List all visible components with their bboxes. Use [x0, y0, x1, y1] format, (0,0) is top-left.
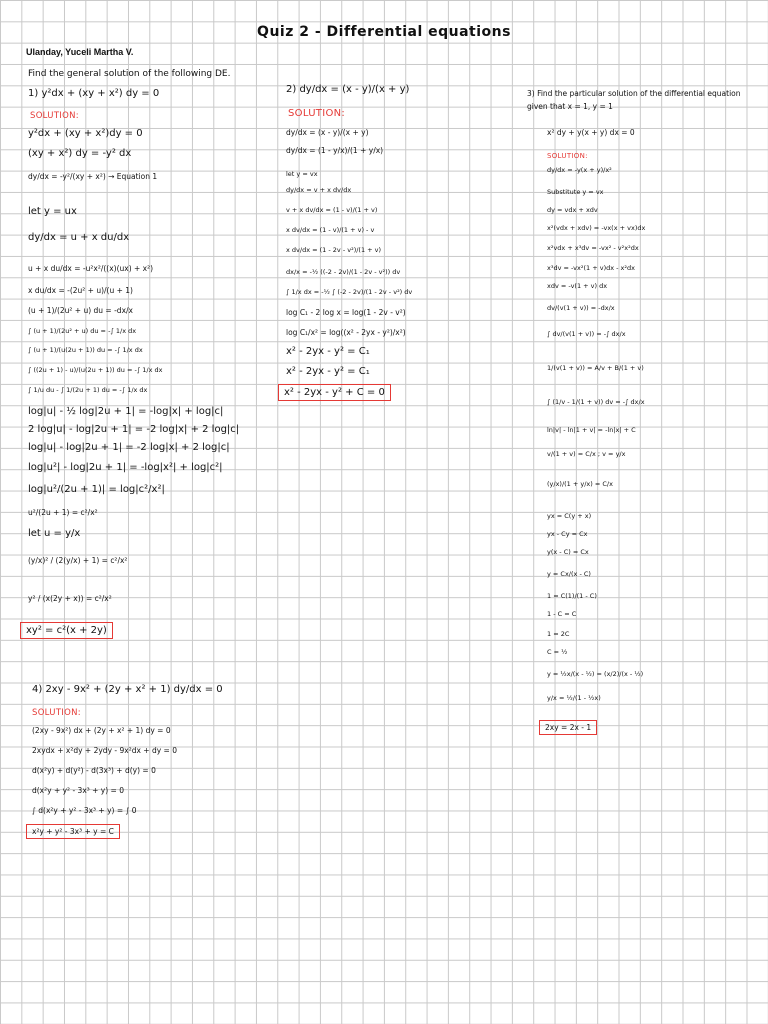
step: log C₁/x² = log((x² - 2yx - y²)/x²) [286, 328, 406, 337]
step: dy = vdx + xdv [547, 206, 598, 214]
problem-4 [32, 684, 332, 854]
step: dv/(v(1 + v)) = -dx/x [547, 304, 615, 312]
step: Substitute y = vx [547, 188, 604, 196]
step: dx/x = -½ ((-2 - 2v)/(1 - 2v - v²)) dv [286, 268, 401, 276]
step: dy/dx = (1 - y/x)/(1 + y/x) [286, 146, 384, 155]
step: yx = C(y + x) [547, 512, 592, 520]
solution-label: SOLUTION: [32, 708, 81, 718]
step: y(x - C) = Cx [547, 548, 589, 556]
step: log|u²| - log|2u + 1| = -log|x²| + log|c²| [28, 462, 223, 473]
step: y = Cx/(x - C) [547, 570, 591, 578]
step: 1/(v(1 + v)) = A/v + B/(1 + v) [547, 364, 644, 372]
step: dy/dx = (x - y)/(x + y) [286, 128, 369, 137]
step: u + x du/dx = -u²x²/((x)(ux) + x²) [28, 264, 154, 273]
problem-statement: 1) y²dx + (xy + x²) dy = 0 [28, 88, 160, 99]
problem-1 [26, 66, 266, 646]
solution-label: SOLUTION: [547, 152, 588, 160]
step: dy/dx = u + x du/dx [28, 232, 130, 243]
problem-3 [527, 84, 763, 744]
step: x² - 2yx - y² = C₁ [286, 366, 370, 377]
step: xdv = -v(1 + v) dx [547, 282, 608, 290]
step: (u + 1)/(2u² + u) du = -dx/x [28, 306, 133, 315]
problem-2 [284, 80, 519, 410]
step: (xy + x²) dy = -y² dx [28, 148, 132, 159]
step: (y/x)/(1 + y/x) = C/x [547, 480, 613, 488]
step: let u = y/x [28, 528, 81, 539]
step: x du/dx = -(2u² + u)/(u + 1) [28, 286, 133, 295]
step: x² - 2yx - y² = C₁ [286, 346, 370, 357]
instruction: Find the general solution of the following DE. [28, 69, 231, 79]
final-answer-box: xy² = c²(x + 2y) [20, 622, 113, 639]
final-answer-box: x²y + y² - 3x³ + y = C [26, 824, 120, 839]
step: d(x²y + y² - 3x³ + y) = 0 [32, 786, 124, 795]
step: ∫ 1/u du - ∫ 1/(2u + 1) du = -∫ 1/x dx [28, 386, 148, 394]
step: log|u²/(2u + 1)| = log|c²/x²| [28, 484, 165, 495]
step: (y/x)² / (2(y/x) + 1) = c²/x² [28, 556, 128, 565]
solution-label: SOLUTION: [30, 111, 79, 121]
step: 1 - C = C [547, 610, 577, 618]
step: 2 log|u| - log|2u + 1| = -2 log|x| + 2 log|c| [28, 424, 240, 435]
step: ∫ (1/v - 1/(1 + v)) dv = -∫ dx/x [547, 398, 645, 406]
step: log C₁ - 2 log x = log(1 - 2v - v²) [286, 308, 406, 317]
step: dy/dx = v + x dv/dx [286, 186, 352, 194]
step: ∫ 1/x dx = -½ ∫ (-2 - 2v)/(1 - 2v - v²) dv [286, 288, 413, 296]
step: ∫ (u + 1)/(u(2u + 1)) du = -∫ 1/x dx [28, 346, 143, 354]
step: ∫ ((2u + 1) - u)/(u(2u + 1)) du = -∫ 1/x dx [28, 366, 163, 374]
final-answer-box: x² - 2yx - y² + C = 0 [278, 384, 391, 401]
step: yx - Cy = Cx [547, 530, 588, 538]
step: 1 = 2C [547, 630, 570, 638]
step: v/(1 + v) = C/x ; v = y/x [547, 450, 626, 458]
step: 1 = C(1)/(1 - C) [547, 592, 597, 600]
step: ∫ (u + 1)/(2u² + u) du = -∫ 1/x dx [28, 327, 137, 335]
step: x²vdx + x³dv = -vx² - v²x²dx [547, 244, 639, 252]
student-name: Ulanday, Yuceli Martha V. [26, 47, 134, 57]
step: let y = ux [28, 206, 77, 217]
step: C = ½ [547, 648, 568, 656]
step: dy/dx = -y²/(xy + x²) → Equation 1 [28, 172, 158, 181]
step: (2xy - 9x²) dx + (2y + x² + 1) dy = 0 [32, 726, 171, 735]
final-answer-box: 2xy = 2x - 1 [539, 720, 597, 735]
solution-label: SOLUTION: [288, 108, 346, 119]
step: let y = vx [286, 170, 318, 178]
step: 2xydx + x²dy + 2ydy - 9x²dx + dy = 0 [32, 746, 177, 755]
step: log|u| - ½ log|2u + 1| = -log|x| + log|c| [28, 406, 224, 417]
step: x³dv = -vx²(1 + v)dx - x²dx [547, 264, 635, 272]
step: y² / (x(2y + x)) = c²/x² [28, 594, 112, 603]
step: y/x = ½/(1 - ½x) [547, 694, 601, 702]
given-equation: x² dy + y(x + y) dx = 0 [547, 128, 635, 137]
step: u²/(2u + 1) = c²/x² [28, 508, 98, 517]
step: ln|v| - ln|1 + v| = -ln|x| + C [547, 426, 636, 434]
step: y²dx + (xy + x²)dy = 0 [28, 128, 143, 139]
step: x²(vdx + xdv) = -vx(x + vx)dx [547, 224, 646, 232]
page-title: Quiz 2 - Differential equations [257, 24, 511, 40]
step: x dv/dx = (1 - v)/(1 + v) - v [286, 226, 375, 234]
problem-statement: 4) 2xy - 9x² + (2y + x² + 1) dy/dx = 0 [32, 684, 223, 695]
problem-statement: 2) dy/dx = (x - y)/(x + y) [286, 84, 410, 95]
step: x dv/dx = (1 - 2v - v²)/(1 + v) [286, 246, 382, 254]
step: d(x²y) + d(y²) - d(3x³) + d(y) = 0 [32, 766, 156, 775]
step: log|u| - log|2u + 1| = -2 log|x| + 2 log|c| [28, 442, 230, 453]
step: y = ½x/(x - ½) = (x/2)/(x - ½) [547, 670, 644, 678]
step: ∫ dv/(v(1 + v)) = -∫ dx/x [547, 330, 626, 338]
problem-statement: 3) Find the particular solution of the differential equation given that x = 1, y = 1 [527, 89, 741, 111]
step: ∫ d(x²y + y² - 3x³ + y) = ∫ 0 [32, 806, 137, 815]
step: v + x dv/dx = (1 - v)/(1 + v) [286, 206, 378, 214]
step: dy/dx = -y(x + y)/x² [547, 166, 612, 174]
